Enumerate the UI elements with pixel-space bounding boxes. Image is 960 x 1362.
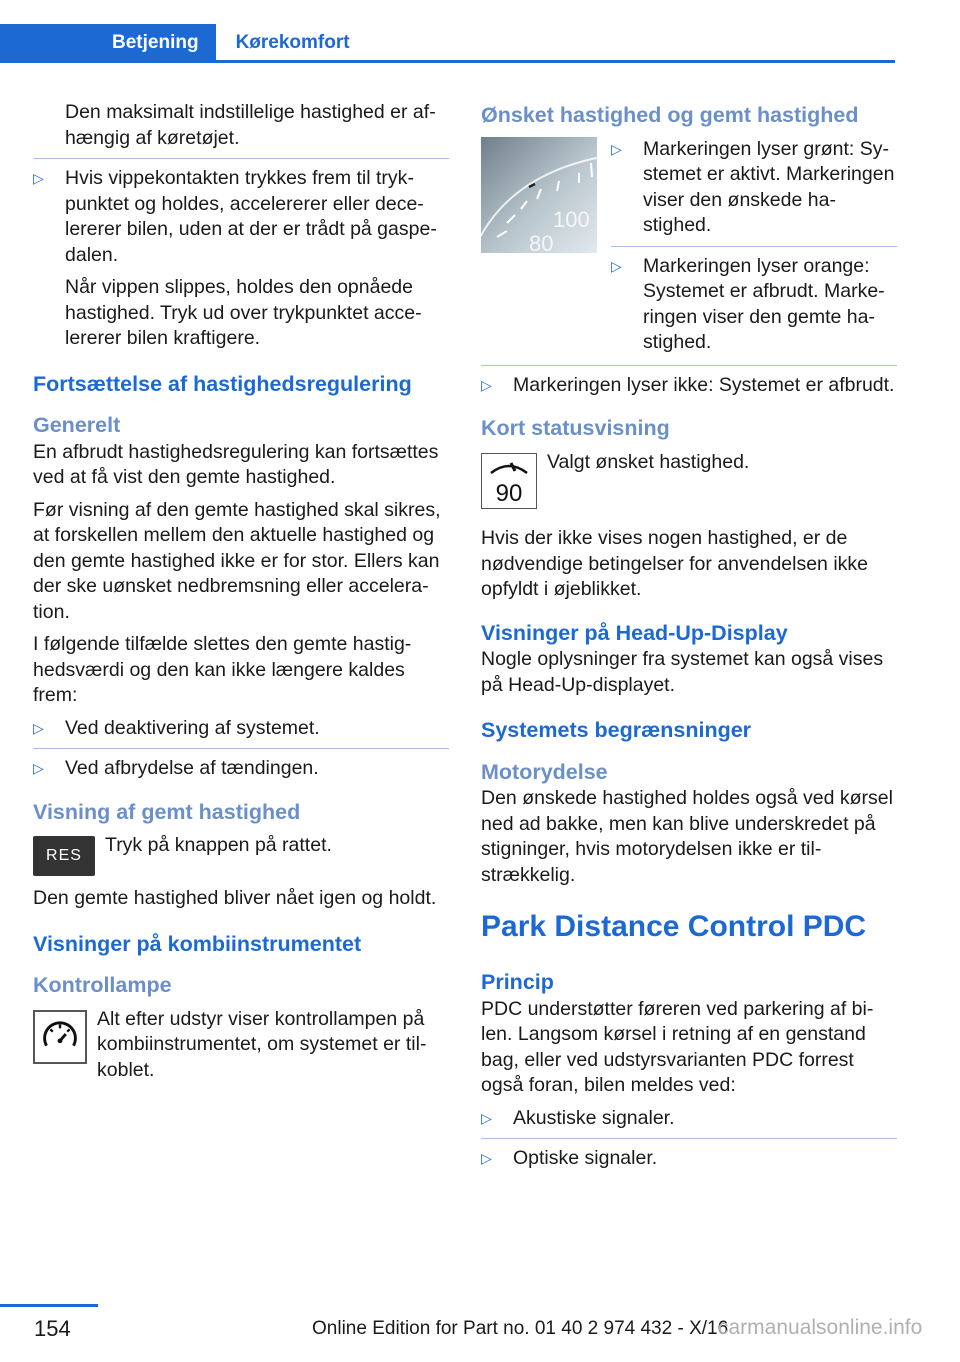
list-item	[33, 716, 449, 742]
heading-engine-brake: Motorydelse	[481, 759, 608, 784]
triangle-bullet-icon: ▷	[481, 1150, 492, 1166]
list-item	[33, 166, 449, 268]
triangle-bullet-icon: ▷	[611, 140, 622, 157]
general-paragraph-3: I følgende tilfælde slettes den gemte hastighedsværdi og den kan ikke længere kaldes frem:	[33, 633, 412, 706]
engine-brake-paragraph: Den ønskede hastighed holdes også ved kørsel ned ad bakke, men kan blive underskredet på stigninger, hvis motorydelsen ikke er tilstrækkelig.	[481, 787, 893, 886]
heading-desired: Ønsket hastighed og gemt hastighed	[481, 103, 859, 127]
left-column	[33, 100, 449, 1093]
triangle-bullet-icon: ▷	[33, 760, 44, 776]
res-text: Tryk på knappen på rattet.	[105, 834, 332, 856]
list-item	[481, 373, 897, 399]
header-tabs	[0, 24, 368, 62]
res-button-icon	[33, 836, 95, 876]
heading-continue: Fortsættelse af hastighedsregulering	[33, 371, 412, 396]
list-item-text: Markeringen lyser orange: Systemet er afbrudt. Markeringen viser den gemte hastighed.	[643, 254, 885, 353]
triangle-bullet-icon: ▷	[481, 376, 492, 393]
intro-paragraph: Den maksimalt indstillelige hastighed er afhængig af køretøjet.	[65, 101, 436, 149]
list-item-text: Ved deaktivering af systemet.	[65, 716, 320, 739]
heading-pdc: Park Distance Control PDC	[481, 910, 867, 943]
list-item-text: Hvis vippekontakten trykkes frem til trykpunktet og holdes, accelererer eller decelererer bilen, uden at der er trådt på gaspedalen.	[65, 167, 437, 266]
lamp-row	[33, 1007, 449, 1084]
gauge-label-100: 100	[553, 206, 590, 232]
tab-korekomfort[interactable]: Kørekomfort	[235, 32, 350, 53]
heading-principle: Princip	[481, 970, 554, 994]
heading-hud: Visninger på Head-Up-Display	[481, 620, 788, 645]
cruise-control-lamp-icon	[33, 1010, 87, 1072]
divider	[33, 748, 449, 749]
heading-general: Generelt	[33, 413, 121, 437]
heading-short-status: Kort statusvisning	[481, 416, 670, 440]
list-item	[481, 1106, 897, 1132]
triangle-bullet-icon: ▷	[33, 170, 44, 186]
speed-display-icon	[481, 453, 537, 517]
speedometer-image	[481, 137, 597, 253]
watermark: carmanualsonline.info	[718, 1316, 923, 1339]
lamp-text: Alt efter udstyr viser kontrollampen på kombiinstrumentet, om systemet er tilkoblet.	[97, 1007, 427, 1081]
release-paragraph: Når vippen slippes, holdes den opnåede hastighed. Tryk ud over trykpunktet accelererer bilen kraftigere.	[65, 276, 422, 349]
triangle-bullet-icon: ▷	[33, 719, 44, 736]
page-number: 154	[34, 1316, 71, 1341]
right-column	[481, 100, 897, 1179]
status-icon-value: 90	[495, 479, 523, 507]
footer-rule	[0, 1304, 98, 1307]
edition-text: Online Edition for Part no. 01 40 2 974 432 - X/16	[312, 1318, 729, 1339]
tab-betjening[interactable]: Betjening	[0, 24, 216, 62]
gauge-row	[481, 137, 897, 363]
general-paragraph-1: En afbrudt hastighedsregulering kan fortsættes ved at få vist den gemte hastighed.	[33, 440, 439, 488]
gauge-label-80: 80	[529, 230, 554, 253]
general-paragraph-2: Før visning af den gemte hastighed skal sikres, at forskellen mellem den aktuelle hastighed og den gemte hastighed ikke er for stor. Ellers kan der ske uønsket nedbremsning eller acceleration.	[33, 498, 441, 623]
triangle-bullet-icon: ▷	[611, 257, 622, 274]
principle-paragraph: PDC understøtter føreren ved parkering af bilen. Langsom kørsel i retning af en genstand bag, eller ved udstyrsvarianten PDC forrest også foran, bilen meldes ved:	[481, 997, 874, 1096]
heading-lamp: Kontrollampe	[33, 973, 172, 997]
list-item	[611, 137, 897, 239]
triangle-bullet-icon: ▷	[481, 1109, 492, 1126]
list-item-text: Markeringen lyser ikke: Systemet er afbrudt.	[513, 373, 895, 396]
hud-paragraph: Nogle oplysninger fra systemet kan også vises på Head-Up-displayet.	[481, 648, 884, 696]
divider	[481, 365, 897, 366]
heading-limits: Systemets begrænsninger	[481, 718, 752, 742]
list-item	[481, 1146, 897, 1172]
heading-show-saved: Visning af gemt hastighed	[33, 799, 301, 824]
gauge-bullets	[611, 137, 897, 363]
list-item	[611, 254, 897, 356]
res-row	[33, 833, 449, 876]
res-button-label: RES	[33, 836, 95, 876]
status-row	[481, 450, 897, 517]
list-item-text: Markeringen lyser grønt: Systemet er aktivt. Markeringen viser den ønskede hastighed.	[643, 137, 895, 236]
list-item-text: Akustiske signaler.	[513, 1106, 675, 1129]
status-text: Valgt ønsket hastighed.	[547, 450, 750, 473]
no-speed-paragraph: Hvis der ikke vises nogen hastighed, er de nødvendige betingelser for anvendelsen ikke opfyldt i øjeblikket.	[481, 527, 869, 600]
divider	[33, 158, 449, 159]
header-rule	[0, 60, 895, 63]
divider	[481, 1138, 897, 1139]
resumed-paragraph: Den gemte hastighed bliver nået igen og holdt.	[33, 887, 437, 909]
divider	[611, 246, 897, 247]
heading-instrument: Visninger på kombiinstrumentet	[33, 931, 362, 956]
list-item	[33, 756, 449, 782]
list-item-text: Ved afbrydelse af tændingen.	[65, 757, 319, 779]
list-item-text: Optiske signaler.	[513, 1147, 658, 1169]
